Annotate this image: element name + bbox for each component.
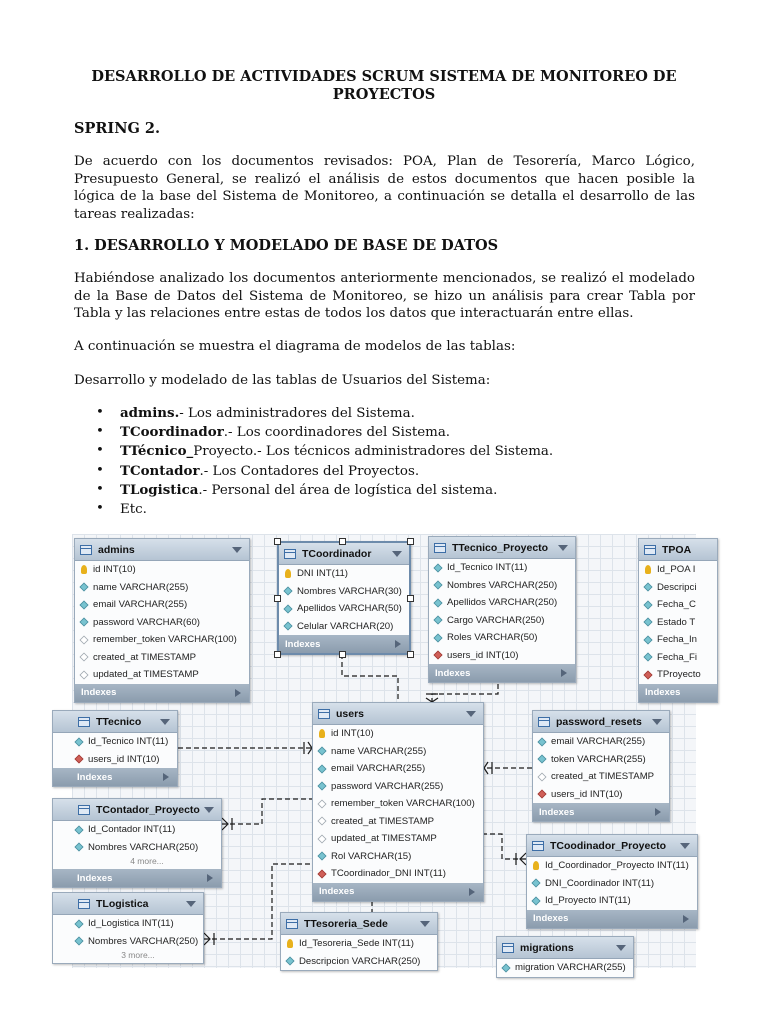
resize-handle[interactable]	[407, 595, 414, 602]
relation-tcoordinador-users	[342, 654, 398, 702]
table-header[interactable]	[53, 893, 203, 915]
column-row	[639, 649, 717, 667]
column-label: TProyecto	[657, 669, 701, 681]
column-label: password VARCHAR(255)	[331, 780, 444, 792]
indexes-footer[interactable]	[527, 910, 697, 928]
column-label: Celular VARCHAR(20)	[297, 620, 394, 632]
column-row	[429, 629, 575, 647]
column-row	[533, 751, 669, 769]
indexes-label: Indexes	[77, 872, 113, 884]
indexes-label: Indexes	[539, 806, 575, 818]
list-item-text: Etc.	[120, 502, 147, 518]
column-icon	[501, 963, 510, 972]
expand-arrow-icon[interactable]	[235, 689, 241, 697]
column-row	[313, 848, 483, 866]
expand-arrow-icon[interactable]	[683, 915, 689, 923]
column-label: Id_Tesoreria_Sede INT(11)	[299, 938, 415, 950]
column-label: created_at TIMESTAMP	[331, 815, 435, 827]
table-name: users	[336, 707, 365, 720]
list-item-term: TTécnico_	[120, 443, 194, 460]
column-label: Descripcion VARCHAR(250)	[299, 955, 421, 967]
indexes-label: Indexes	[645, 687, 681, 698]
list-item-text: Proyecto.- Los técnicos administradores del Sistema.	[193, 444, 554, 460]
table-icon	[78, 805, 90, 815]
table-header[interactable]	[281, 913, 437, 935]
column-row	[527, 857, 697, 875]
column-label: Id_Proyecto INT(11)	[545, 895, 631, 907]
table-header[interactable]	[533, 711, 669, 733]
intro-paragraph: De acuerdo con los documentos revisados: POA, Plan de Tesorería, Marco Lógico, Presupuesto General, se realizó el análisis de estos documentos que hacen posible la lógica de la base del Sistema de Monitoreo, a continuación se detalla el desarrollo de las tareas realizadas:	[74, 154, 695, 222]
column-icon	[433, 581, 442, 590]
column-label: updated_at TIMESTAMP	[93, 669, 199, 681]
section-heading: 1. DESARROLLO Y MODELADO DE BASE DE DATOS	[74, 237, 499, 254]
indexes-label: Indexes	[81, 687, 117, 698]
collapse-arrow-icon[interactable]	[558, 545, 568, 551]
column-row	[313, 778, 483, 796]
foreign-key-icon	[74, 755, 83, 764]
column-row	[313, 725, 483, 743]
column-label: Roles VARCHAR(50)	[447, 632, 538, 644]
table-header[interactable]	[53, 799, 221, 821]
indexes-footer[interactable]	[639, 684, 717, 702]
column-label: id INT(10)	[93, 564, 136, 576]
column-row	[429, 647, 575, 665]
table-name: TCoordinador	[302, 547, 372, 560]
table-header[interactable]	[497, 937, 633, 959]
table-icon	[318, 709, 330, 719]
column-icon	[433, 598, 442, 607]
column-row	[53, 839, 221, 857]
expand-arrow-icon[interactable]	[163, 773, 169, 781]
table-header[interactable]	[639, 539, 717, 561]
expand-arrow-icon[interactable]	[469, 888, 475, 896]
column-row	[313, 830, 483, 848]
table-header[interactable]	[53, 711, 177, 733]
table-header[interactable]	[279, 543, 409, 565]
column-row	[313, 865, 483, 883]
foreign-key-icon	[643, 670, 652, 679]
bullet-icon: •	[96, 462, 104, 478]
column-row	[639, 631, 717, 649]
column-row	[639, 596, 717, 614]
column-icon	[74, 737, 83, 746]
collapse-arrow-icon[interactable]	[680, 843, 690, 849]
indexes-footer[interactable]	[53, 768, 177, 786]
table-name: admins	[98, 543, 135, 556]
expand-arrow-icon[interactable]	[561, 669, 567, 677]
column-row	[639, 579, 717, 597]
column-icon	[283, 587, 292, 596]
primary-key-icon	[319, 729, 325, 738]
column-label: password VARCHAR(60)	[93, 616, 200, 628]
column-row	[281, 953, 437, 971]
column-label: Apellidos VARCHAR(50)	[297, 603, 402, 615]
column-icon	[283, 604, 292, 613]
column-icon	[283, 622, 292, 631]
more-columns-label[interactable]: 4 more...	[130, 856, 164, 866]
primary-key-icon	[533, 861, 539, 870]
column-label: Apellidos VARCHAR(250)	[447, 597, 558, 609]
column-row	[313, 813, 483, 831]
column-label: Nombres VARCHAR(250)	[88, 841, 199, 853]
table-ttecnico[interactable]	[52, 710, 178, 787]
table-name: TPOA	[662, 543, 692, 556]
indexes-label: Indexes	[533, 913, 569, 924]
page-title: DESARROLLO DE ACTIVIDADES SCRUM SISTEMA DE MONITOREO DE PROYECTOS	[91, 68, 677, 103]
nullable-column-icon	[79, 635, 88, 644]
column-icon	[643, 618, 652, 627]
column-label: token VARCHAR(255)	[551, 753, 646, 765]
relation-tcontador-users	[222, 799, 312, 824]
column-label: migration VARCHAR(255)	[515, 962, 626, 974]
bullet-icon: •	[96, 481, 104, 497]
collapse-arrow-icon[interactable]	[160, 719, 170, 725]
column-row	[639, 614, 717, 632]
column-row	[279, 583, 409, 601]
column-label: users_id INT(10)	[551, 788, 623, 800]
indexes-footer[interactable]	[313, 883, 483, 901]
indexes-label: Indexes	[435, 667, 471, 679]
table-icon	[434, 543, 446, 553]
primary-key-icon	[287, 939, 293, 948]
column-row	[279, 618, 409, 636]
list-item-term: TCoordinador	[120, 424, 224, 441]
column-label: Id_Logistica INT(11)	[88, 918, 174, 930]
foreign-key-icon	[537, 790, 546, 799]
table-name: TTecnico_Proyecto	[452, 541, 549, 554]
primary-key-icon	[285, 569, 291, 578]
expand-arrow-icon[interactable]	[655, 808, 661, 816]
section-paragraph: Habiéndose analizado los documentos anteriormente mencionados, se realizó el modelado de la Base de Datos del Sistema de Monitoreo, se hizo un análisis para crear Tabla por Tabla y las relaciones entre estas de todos los datos que interactuarán entre ellas.	[74, 271, 695, 321]
column-row	[279, 565, 409, 583]
column-row	[429, 594, 575, 612]
expand-arrow-icon[interactable]	[395, 640, 401, 648]
er-diagram	[72, 534, 701, 974]
column-icon	[317, 852, 326, 861]
column-row	[75, 631, 249, 649]
column-label: Estado T	[657, 616, 696, 628]
column-label: TCoordinador_DNI INT(11)	[331, 868, 446, 880]
column-icon	[531, 896, 540, 905]
column-label: Descripci	[657, 581, 697, 593]
table-password-resets[interactable]	[532, 710, 670, 822]
column-icon	[643, 653, 652, 662]
nullable-column-icon	[317, 834, 326, 843]
column-row	[53, 915, 203, 933]
column-label: Nombres VARCHAR(30)	[297, 585, 402, 597]
column-icon	[537, 755, 546, 764]
column-icon	[79, 600, 88, 609]
column-icon	[317, 747, 326, 756]
collapse-arrow-icon[interactable]	[466, 711, 476, 717]
column-icon	[643, 600, 652, 609]
column-icon	[74, 919, 83, 928]
table-admins[interactable]	[74, 538, 250, 703]
indexes-label: Indexes	[77, 771, 113, 783]
column-row	[281, 935, 437, 953]
column-label: created_at TIMESTAMP	[551, 771, 655, 783]
bullet-icon: •	[96, 424, 104, 440]
primary-key-icon	[81, 565, 87, 574]
column-icon	[537, 737, 546, 746]
column-row	[429, 559, 575, 577]
column-icon	[74, 937, 83, 946]
table-name: TTesoreria_Sede	[304, 917, 388, 930]
list-item	[96, 404, 553, 423]
column-icon	[433, 633, 442, 642]
table-icon	[538, 717, 550, 727]
column-icon	[531, 879, 540, 888]
primary-key-icon	[645, 565, 651, 574]
column-icon	[643, 635, 652, 644]
column-label: Id_Contador INT(11)	[88, 824, 176, 836]
table-header[interactable]	[527, 835, 697, 857]
column-label: Cargo VARCHAR(250)	[447, 614, 545, 626]
table-tcoodinador-proyecto[interactable]	[526, 834, 698, 929]
resize-handle[interactable]	[274, 595, 281, 602]
column-icon	[317, 764, 326, 773]
column-row	[75, 666, 249, 684]
column-row	[75, 614, 249, 632]
column-label: email VARCHAR(255)	[93, 599, 188, 611]
nullable-column-icon	[79, 653, 88, 662]
table-name: migrations	[520, 941, 574, 954]
list-item	[96, 462, 553, 481]
column-row	[53, 933, 203, 951]
column-row	[533, 733, 669, 751]
collapse-arrow-icon[interactable]	[186, 901, 196, 907]
column-row	[313, 795, 483, 813]
table-name: TCoodinador_Proyecto	[550, 839, 667, 852]
indexes-label: Indexes	[285, 638, 321, 650]
table-icon	[78, 717, 90, 727]
indexes-footer[interactable]	[75, 684, 249, 702]
nullable-column-icon	[79, 670, 88, 679]
expand-arrow-icon[interactable]	[207, 874, 213, 882]
table-name: password_resets	[556, 715, 642, 728]
column-label: email VARCHAR(255)	[551, 736, 646, 748]
column-icon	[74, 825, 83, 834]
column-row	[429, 612, 575, 630]
bullet-icon: •	[96, 443, 104, 459]
indexes-footer[interactable]	[533, 803, 669, 821]
resize-handle[interactable]	[339, 538, 346, 545]
collapse-arrow-icon[interactable]	[392, 551, 402, 557]
column-row	[313, 760, 483, 778]
column-row	[53, 733, 177, 751]
sprint-label: SPRING 2.	[74, 120, 161, 137]
list-item-term: TContador	[120, 462, 200, 479]
table-ttesoreria-sede[interactable]	[280, 912, 438, 971]
table-users[interactable]	[312, 702, 484, 902]
column-row	[279, 600, 409, 618]
indexes-label: Indexes	[319, 886, 355, 897]
list-item-term: admins.	[120, 405, 180, 421]
relation-tcoodinador-users	[484, 834, 526, 859]
column-label: Fecha_C	[657, 599, 696, 611]
column-label: users_id INT(10)	[447, 649, 519, 661]
column-label: email VARCHAR(255)	[331, 763, 426, 775]
column-label: name VARCHAR(255)	[93, 581, 189, 593]
list-item	[96, 442, 553, 461]
table-name: TTecnico	[96, 715, 142, 728]
column-label: Nombres VARCHAR(250)	[88, 935, 199, 947]
collapse-arrow-icon[interactable]	[616, 945, 626, 951]
bullet-icon: •	[96, 501, 104, 517]
table-icon	[80, 545, 92, 555]
nullable-column-icon	[317, 799, 326, 808]
column-row	[527, 892, 697, 910]
list-item-term: TLogistica	[120, 481, 199, 498]
column-label: Id_POA I	[657, 564, 696, 576]
table-name: TContador_Proyecto	[96, 803, 200, 816]
table-tcoordinador[interactable]	[277, 541, 411, 655]
column-icon	[643, 583, 652, 592]
column-label: Id_Coordinador_Proyecto INT(11)	[545, 860, 689, 872]
column-row	[75, 596, 249, 614]
foreign-key-icon	[317, 869, 326, 878]
column-label: Fecha_Fi	[657, 651, 697, 663]
list-item-text: .- Los coordinadores del Sistema.	[223, 425, 451, 441]
column-label: Nombres VARCHAR(250)	[447, 579, 558, 591]
list-item-text: - Los administradores del Sistema.	[179, 406, 415, 421]
column-label: updated_at TIMESTAMP	[331, 833, 437, 845]
column-label: Rol VARCHAR(15)	[331, 850, 412, 862]
column-row	[75, 649, 249, 667]
column-row	[527, 875, 697, 893]
column-label: name VARCHAR(255)	[331, 745, 427, 757]
user-tables-list	[96, 404, 553, 519]
relation-ttecnico-proyecto-users	[432, 684, 498, 702]
nullable-column-icon	[317, 817, 326, 826]
column-icon	[74, 843, 83, 852]
column-icon	[285, 957, 294, 966]
table-tcontador-proyecto[interactable]	[52, 798, 222, 888]
list-item-text: .- Los Contadores del Proyectos.	[199, 463, 420, 479]
column-row	[533, 768, 669, 786]
table-migrations[interactable]	[496, 936, 634, 978]
column-label: Id_Tecnico INT(11)	[447, 562, 528, 574]
column-row	[75, 561, 249, 579]
column-row	[53, 751, 177, 769]
table-tpoa[interactable]	[638, 538, 718, 703]
table-header[interactable]	[313, 703, 483, 725]
table-icon	[532, 841, 544, 851]
column-icon	[433, 563, 442, 572]
list-item	[96, 500, 553, 519]
indexes-footer[interactable]	[53, 869, 221, 887]
users-intro: Desarrollo y modelado de las tablas de Usuarios del Sistema:	[74, 373, 491, 388]
collapse-arrow-icon[interactable]	[652, 719, 662, 725]
table-icon	[502, 943, 514, 953]
column-icon	[433, 616, 442, 625]
diagram-intro: A continuación se muestra el diagrama de modelos de las tablas:	[74, 339, 516, 354]
table-tlogistica[interactable]	[52, 892, 204, 964]
table-header[interactable]	[75, 539, 249, 561]
column-row	[497, 959, 633, 977]
more-columns-label[interactable]: 3 more...	[121, 950, 155, 960]
indexes-footer[interactable]	[429, 664, 575, 682]
table-name: TLogistica	[96, 897, 149, 910]
table-icon	[284, 549, 296, 559]
list-item	[96, 481, 553, 500]
column-row	[313, 743, 483, 761]
column-icon	[317, 782, 326, 791]
table-header[interactable]	[429, 537, 575, 559]
column-label: users_id INT(10)	[88, 753, 160, 765]
nullable-column-icon	[537, 772, 546, 781]
column-row	[639, 666, 717, 684]
column-icon	[79, 618, 88, 627]
column-row	[639, 561, 717, 579]
column-label: Fecha_In	[657, 634, 698, 646]
column-label: Id_Tecnico INT(11)	[88, 736, 169, 748]
column-label: id INT(10)	[331, 728, 374, 740]
column-row	[533, 786, 669, 804]
column-label: remember_token VARCHAR(100)	[93, 634, 237, 646]
bullet-icon: •	[96, 405, 104, 420]
collapse-arrow-icon[interactable]	[420, 921, 430, 927]
collapse-arrow-icon[interactable]	[204, 807, 214, 813]
table-icon	[286, 919, 298, 929]
column-label: created_at TIMESTAMP	[93, 651, 197, 663]
list-item	[96, 423, 553, 442]
foreign-key-icon	[433, 651, 442, 660]
resize-handle[interactable]	[407, 538, 414, 545]
table-icon	[78, 899, 90, 909]
collapse-arrow-icon[interactable]	[232, 547, 242, 553]
resize-handle[interactable]	[274, 538, 281, 545]
list-item-text: .- Personal del área de logística del sistema.	[198, 482, 498, 498]
column-row	[75, 579, 249, 597]
column-icon	[79, 583, 88, 592]
table-icon	[644, 545, 656, 555]
column-label: DNI INT(11)	[297, 568, 348, 580]
column-label: DNI_Coordinador INT(11)	[545, 877, 655, 889]
resize-handle[interactable]	[274, 651, 281, 658]
resize-handle[interactable]	[339, 651, 346, 658]
table-ttecnico-proyecto[interactable]	[428, 536, 576, 683]
resize-handle[interactable]	[407, 651, 414, 658]
column-label: remember_token VARCHAR(100)	[331, 798, 475, 810]
column-row	[429, 577, 575, 595]
column-row	[53, 821, 221, 839]
